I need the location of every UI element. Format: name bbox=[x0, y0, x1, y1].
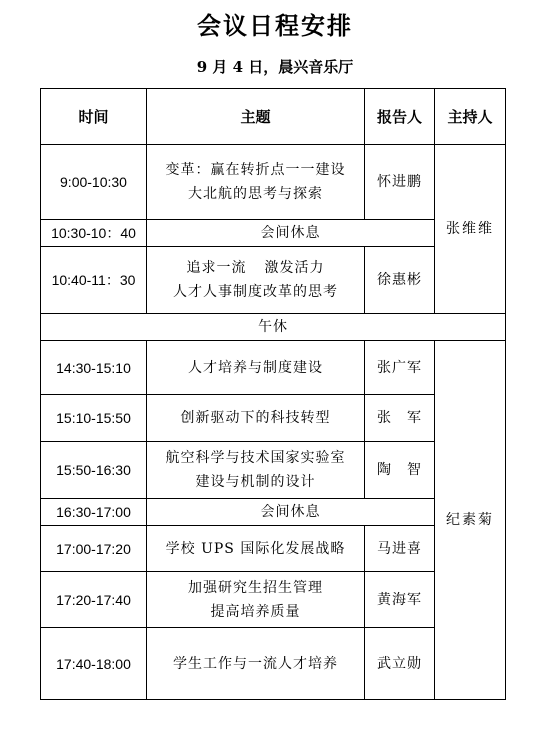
topic-line: 加强研究生招生管理 bbox=[188, 579, 323, 596]
topic-cell bbox=[147, 145, 365, 220]
topic-cell bbox=[147, 247, 365, 314]
break-cell: 会间休息 bbox=[147, 220, 435, 247]
host-cell-morning: 张维维 bbox=[435, 145, 506, 314]
table-row bbox=[41, 341, 506, 395]
topic-line: 建设与机制的设计 bbox=[195, 474, 316, 490]
topic-line-part: 追求一流 bbox=[186, 260, 247, 276]
document-title: 会议日程安排 bbox=[197, 11, 353, 40]
topic-line: 提高培养质量 bbox=[210, 603, 301, 620]
topic-cell bbox=[147, 442, 365, 499]
time-cell: 9:00-10:30 bbox=[41, 145, 147, 220]
schedule-table bbox=[40, 88, 506, 700]
time-cell: 15:50-16:30 bbox=[41, 442, 147, 499]
document-subtitle: 9 月 4 日，晨兴音乐厅 bbox=[196, 58, 354, 76]
topic-cell: 学生工作与一流人才培养 bbox=[147, 628, 365, 700]
topic-cell: 人才培养与制度建设 bbox=[147, 341, 365, 395]
topic-line: 人才人事制度改革的思考 bbox=[173, 284, 338, 300]
table-header-row bbox=[41, 89, 506, 145]
speaker-cell: 武立勋 bbox=[365, 628, 435, 700]
speaker-cell: 张 军 bbox=[365, 395, 435, 442]
time-cell: 14:30-15:10 bbox=[41, 341, 147, 395]
time-cell: 15:10-15:50 bbox=[41, 395, 147, 442]
time-cell: 17:20-17:40 bbox=[41, 572, 147, 628]
topic-cell: 创新驱动下的科技转型 bbox=[147, 395, 365, 442]
topic-line: 变革：赢在转折点一一建设 bbox=[165, 162, 346, 178]
speaker-cell: 徐惠彬 bbox=[365, 247, 435, 314]
break-cell: 会间休息 bbox=[147, 499, 435, 526]
header-time: 时间 bbox=[41, 89, 147, 145]
header-topic: 主题 bbox=[147, 89, 365, 145]
header-host: 主持人 bbox=[435, 89, 506, 145]
lunch-break-row bbox=[41, 314, 506, 341]
time-cell: 10:40-11：30 bbox=[41, 247, 147, 314]
header-speaker: 报告人 bbox=[365, 89, 435, 145]
lunch-break-cell: 午休 bbox=[41, 314, 506, 341]
speaker-cell: 张广军 bbox=[365, 341, 435, 395]
topic-cell: 学校 UPS 国际化发展战略 bbox=[147, 526, 365, 572]
time-cell: 17:40-18:00 bbox=[41, 628, 147, 700]
speaker-cell: 陶 智 bbox=[365, 442, 435, 499]
topic-line bbox=[151, 256, 360, 280]
topic-line: 航空科学与技术国家实验室 bbox=[165, 450, 346, 466]
topic-cell bbox=[147, 572, 365, 628]
host-cell-afternoon: 纪素菊 bbox=[435, 341, 506, 700]
topic-line: 大北航的思考与探索 bbox=[188, 186, 323, 202]
speaker-cell: 怀进鹏 bbox=[365, 145, 435, 220]
speaker-cell: 黄海军 bbox=[365, 572, 435, 628]
time-cell: 17:00-17:20 bbox=[41, 526, 147, 572]
topic-line-part: 激发活力 bbox=[264, 260, 325, 276]
time-cell: 10:30-10：40 bbox=[41, 220, 147, 247]
speaker-cell: 马进喜 bbox=[365, 526, 435, 572]
time-cell: 16:30-17:00 bbox=[41, 499, 147, 526]
table-row bbox=[41, 145, 506, 220]
